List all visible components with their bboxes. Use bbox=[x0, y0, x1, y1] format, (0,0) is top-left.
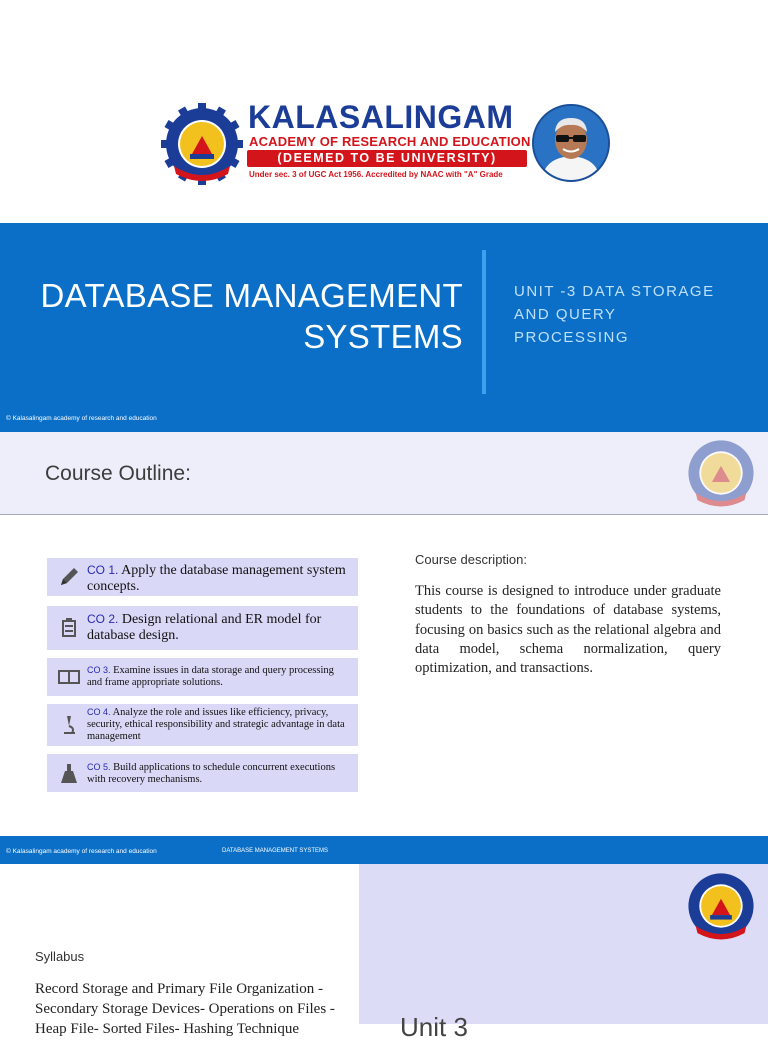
founder-portrait bbox=[532, 104, 610, 182]
brand-name: KALASALINGAM bbox=[248, 99, 514, 135]
co-code: CO 3. bbox=[87, 665, 111, 675]
course-outcome-item bbox=[47, 558, 358, 596]
co-text: Analyze the role and issues like efficiency, privacy, security, ethical responsibility and strategic advantage in data management bbox=[87, 707, 345, 742]
book-icon bbox=[55, 663, 83, 691]
pencil-icon bbox=[55, 563, 83, 591]
course-outline-slide bbox=[0, 432, 768, 836]
co-text: Examine issues in data storage and query processing and frame appropriate solutions. bbox=[87, 665, 334, 688]
clipboard-icon bbox=[55, 614, 83, 642]
title-banner bbox=[0, 223, 768, 432]
microscope-icon bbox=[55, 711, 83, 739]
title-slide bbox=[0, 0, 768, 432]
co-code: CO 2. bbox=[87, 612, 119, 626]
flask-icon bbox=[55, 760, 83, 788]
course-outcome-item bbox=[47, 754, 358, 792]
co-code: CO 1. bbox=[87, 563, 119, 577]
unit-heading-partial: Unit 3 bbox=[400, 1012, 468, 1042]
course-outcome-item bbox=[47, 704, 358, 746]
co-code: CO 5. bbox=[87, 762, 111, 772]
university-emblem-icon bbox=[160, 102, 244, 186]
brand-deemed-badge: (DEEMED TO BE UNIVERSITY) bbox=[247, 150, 527, 167]
outline-heading: Course Outline: bbox=[45, 462, 191, 485]
co-code: CO 4. bbox=[87, 707, 111, 717]
brand-accreditation-note: Under sec. 3 of UGC Act 1956. Accredited by NAAC with "A" Grade bbox=[249, 170, 503, 179]
co-text: Apply the database management system concepts. bbox=[87, 563, 346, 594]
syllabus-heading: Syllabus bbox=[35, 949, 85, 964]
syllabus-slide bbox=[0, 864, 768, 1042]
outline-header bbox=[0, 432, 768, 515]
university-emblem-icon bbox=[683, 435, 759, 511]
university-logo bbox=[160, 98, 610, 188]
co-text: Design relational and ER model for database design. bbox=[87, 612, 322, 643]
syllabus-text: Record Storage and Primary File Organization - Secondary Storage Devices- Operations on Files - Heap File- Sorted Files- Hashing Technique bbox=[35, 981, 335, 1037]
footer-course-name: DATABASE MANAGEMENT SYSTEMS bbox=[222, 848, 329, 854]
brand-subtitle: ACADEMY OF RESEARCH AND EDUCATION bbox=[249, 134, 531, 149]
copyright-text: © Kalasalingam academy of research and education bbox=[6, 415, 157, 422]
footer-copyright: © Kalasalingam academy of research and education bbox=[6, 848, 157, 855]
course-outcome-item bbox=[47, 658, 358, 696]
presentation-title: DATABASE MANAGEMENT SYSTEMS bbox=[40, 277, 463, 355]
slide-footer bbox=[0, 836, 768, 864]
unit-subtitle: UNIT -3 DATA STORAGE AND QUERY PROCESSING bbox=[514, 283, 715, 346]
university-emblem-icon bbox=[683, 868, 759, 944]
title-divider bbox=[482, 250, 486, 394]
course-outcome-item bbox=[47, 606, 358, 650]
course-description-text: This course is designed to introduce under graduate students to the foundations of database systems, focusing on basics such as the relational algebra and data model, schema normalization, query optimization, and transactions. bbox=[415, 583, 721, 677]
co-text: Build applications to schedule concurrent executions with recovery mechanisms. bbox=[87, 762, 336, 785]
course-description-heading: Course description: bbox=[415, 552, 527, 567]
